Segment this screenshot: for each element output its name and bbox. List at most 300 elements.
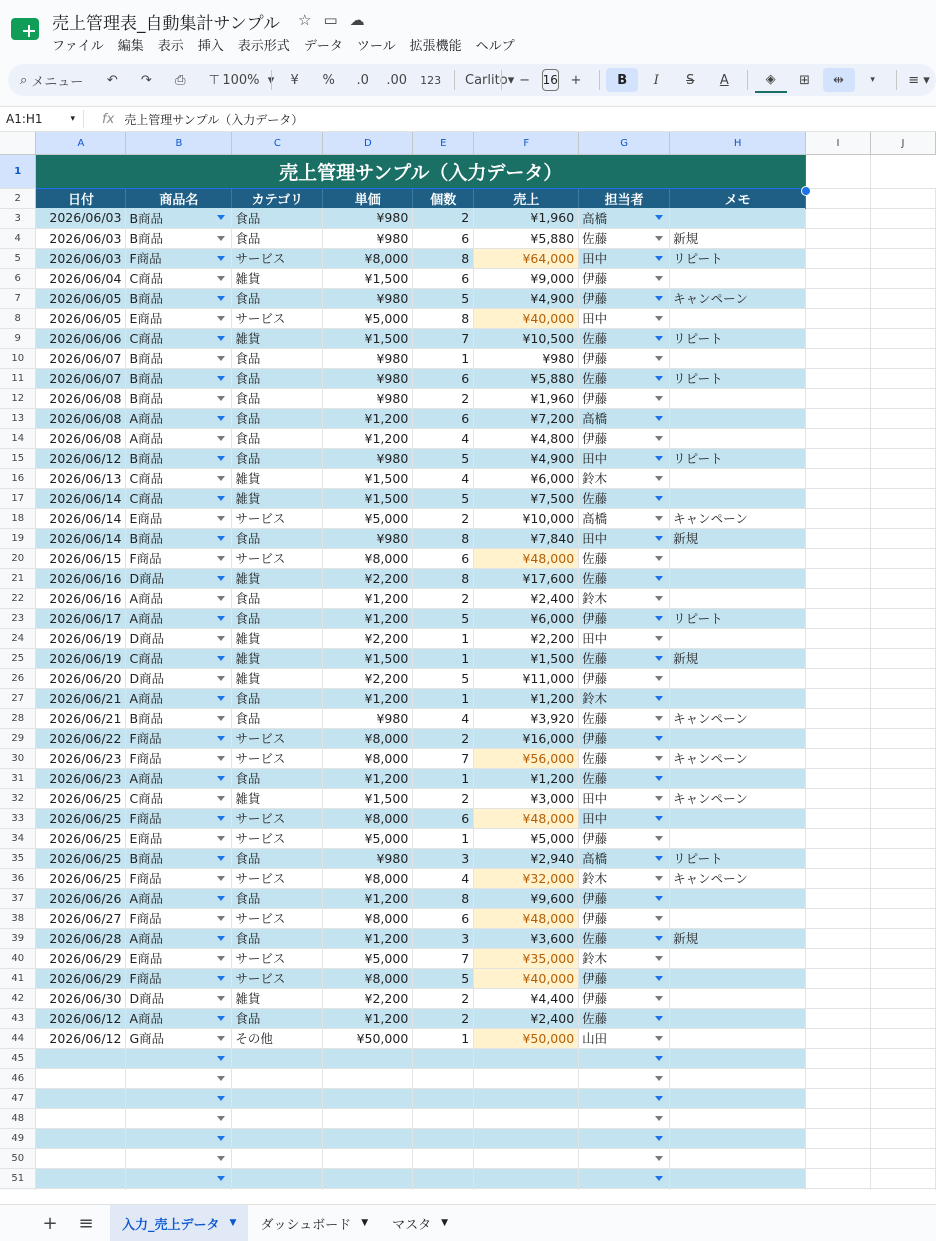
cell-日付[interactable]	[36, 348, 126, 368]
cell-売上[interactable]	[474, 588, 579, 608]
cell-売上[interactable]	[474, 908, 579, 928]
cell[interactable]	[806, 888, 871, 908]
add-sheet-button[interactable]: +	[42, 1212, 58, 1234]
cell[interactable]	[579, 1068, 670, 1088]
cell-担当者[interactable]	[579, 728, 670, 748]
cell-カテゴリ[interactable]	[232, 1008, 323, 1028]
dropdown-chevron-icon[interactable]	[655, 396, 663, 401]
cell-単価[interactable]	[323, 748, 413, 768]
cell-カテゴリ[interactable]	[232, 628, 323, 648]
dropdown-chevron-icon[interactable]	[655, 436, 663, 441]
cell-メモ[interactable]	[670, 1008, 806, 1028]
cell-商品名[interactable]	[126, 248, 232, 268]
cell[interactable]	[806, 928, 871, 948]
cell[interactable]	[579, 1088, 670, 1108]
cell[interactable]	[806, 189, 871, 209]
row-number[interactable]: 34	[0, 828, 36, 848]
cell-売上[interactable]	[474, 988, 579, 1008]
dropdown-chevron-icon[interactable]	[217, 256, 225, 261]
cell-メモ[interactable]	[670, 648, 806, 668]
cell[interactable]	[870, 308, 935, 328]
row-number[interactable]: 2	[0, 189, 36, 209]
cell-売上[interactable]	[474, 408, 579, 428]
cell-日付[interactable]	[36, 1028, 126, 1048]
cell-カテゴリ[interactable]	[232, 648, 323, 668]
cell[interactable]	[126, 1068, 232, 1088]
cell[interactable]	[126, 1088, 232, 1108]
cell[interactable]	[806, 1168, 871, 1188]
dropdown-chevron-icon[interactable]	[655, 936, 663, 941]
cell-売上[interactable]	[474, 248, 579, 268]
cell[interactable]	[806, 668, 871, 688]
print-icon[interactable]: ⎙	[175, 72, 186, 88]
cell-メモ[interactable]	[670, 968, 806, 988]
menu-search[interactable]	[14, 68, 89, 92]
decrease-font-size-icon[interactable]: −	[519, 72, 531, 88]
cell[interactable]	[806, 1108, 871, 1128]
cell-カテゴリ[interactable]	[232, 548, 323, 568]
cell-担当者[interactable]	[579, 428, 670, 448]
cell-カテゴリ[interactable]	[232, 208, 323, 228]
cell[interactable]	[323, 1068, 413, 1088]
cell-メモ[interactable]	[670, 808, 806, 828]
dropdown-chevron-icon[interactable]	[655, 296, 663, 301]
cell-カテゴリ[interactable]	[232, 968, 323, 988]
cell[interactable]	[870, 1128, 935, 1148]
cell-担当者[interactable]	[579, 768, 670, 788]
dropdown-chevron-icon[interactable]	[655, 516, 663, 521]
column-title-cell[interactable]: 日付	[36, 189, 126, 209]
cell-売上[interactable]	[474, 448, 579, 468]
cell-個数[interactable]	[413, 608, 474, 628]
cell-個数[interactable]	[413, 728, 474, 748]
cell-商品名[interactable]	[126, 828, 232, 848]
cell-カテゴリ[interactable]	[232, 668, 323, 688]
cell-担当者[interactable]	[579, 928, 670, 948]
document-title[interactable]: 売上管理表_自動集計サンプル	[52, 14, 280, 34]
cell-担当者[interactable]	[579, 808, 670, 828]
cell[interactable]	[323, 1148, 413, 1168]
cell-日付[interactable]	[36, 948, 126, 968]
cell-日付[interactable]	[36, 748, 126, 768]
dropdown-chevron-icon[interactable]	[655, 1116, 663, 1121]
dropdown-chevron-icon[interactable]	[655, 376, 663, 381]
dropdown-chevron-icon[interactable]	[655, 956, 663, 961]
cell-日付[interactable]	[36, 1008, 126, 1028]
undo-icon[interactable]: ↶	[106, 72, 118, 88]
cell-商品名[interactable]	[126, 208, 232, 228]
dropdown-chevron-icon[interactable]	[655, 1056, 663, 1061]
dropdown-chevron-icon[interactable]	[217, 976, 225, 981]
cell-単価[interactable]	[323, 788, 413, 808]
dropdown-chevron-icon[interactable]	[217, 236, 225, 241]
sheet-tab[interactable]	[110, 1205, 248, 1241]
dropdown-chevron-icon[interactable]	[655, 876, 663, 881]
row-number[interactable]: 18	[0, 508, 36, 528]
cell-日付[interactable]	[36, 668, 126, 688]
row-number[interactable]: 24	[0, 628, 36, 648]
cell-カテゴリ[interactable]	[232, 988, 323, 1008]
cell-カテゴリ[interactable]	[232, 388, 323, 408]
cell-売上[interactable]	[474, 208, 579, 228]
dropdown-chevron-icon[interactable]	[217, 776, 225, 781]
cell-担当者[interactable]	[579, 708, 670, 728]
cell-個数[interactable]	[413, 688, 474, 708]
cell[interactable]	[126, 1108, 232, 1128]
cell-カテゴリ[interactable]	[232, 608, 323, 628]
column-header-b[interactable]: B	[126, 132, 232, 155]
cell-商品名[interactable]	[126, 688, 232, 708]
row-number[interactable]: 6	[0, 268, 36, 288]
cell[interactable]	[870, 628, 935, 648]
cell-商品名[interactable]	[126, 428, 232, 448]
cell[interactable]	[806, 388, 871, 408]
cell-担当者[interactable]	[579, 568, 670, 588]
cell-単価[interactable]	[323, 368, 413, 388]
cell-日付[interactable]	[36, 268, 126, 288]
cell-日付[interactable]	[36, 988, 126, 1008]
cell[interactable]	[806, 1088, 871, 1108]
dropdown-chevron-icon[interactable]	[217, 296, 225, 301]
cell-売上[interactable]	[474, 768, 579, 788]
dropdown-chevron-icon[interactable]	[217, 1016, 225, 1021]
cell[interactable]	[232, 1128, 323, 1148]
cell[interactable]	[413, 1088, 474, 1108]
cell-売上[interactable]	[474, 268, 579, 288]
row-number[interactable]: 25	[0, 648, 36, 668]
cell-個数[interactable]	[413, 788, 474, 808]
cell-単価[interactable]	[323, 388, 413, 408]
menu-item[interactable]: 拡張機能	[409, 39, 462, 54]
dropdown-chevron-icon[interactable]	[655, 1036, 663, 1041]
sheet-tab[interactable]	[248, 1205, 380, 1241]
column-title-cell[interactable]: 商品名	[126, 189, 232, 209]
merge-cells-icon[interactable]: ⇹	[823, 68, 855, 92]
cell-カテゴリ[interactable]	[232, 488, 323, 508]
cell-商品名[interactable]	[126, 868, 232, 888]
cell-個数[interactable]	[413, 948, 474, 968]
cell-売上[interactable]	[474, 648, 579, 668]
dropdown-chevron-icon[interactable]	[217, 376, 225, 381]
cell-売上[interactable]	[474, 388, 579, 408]
cell-メモ[interactable]	[670, 468, 806, 488]
cell-カテゴリ[interactable]	[232, 348, 323, 368]
cell-カテゴリ[interactable]	[232, 268, 323, 288]
cell-カテゴリ[interactable]	[232, 508, 323, 528]
menu-item[interactable]: 表示形式	[237, 39, 290, 54]
cell[interactable]	[870, 468, 935, 488]
row-number[interactable]: 14	[0, 428, 36, 448]
cell-売上[interactable]	[474, 468, 579, 488]
cell-商品名[interactable]	[126, 588, 232, 608]
cell[interactable]	[806, 448, 871, 468]
cell-単価[interactable]	[323, 568, 413, 588]
dropdown-chevron-icon[interactable]	[655, 356, 663, 361]
cell[interactable]	[870, 728, 935, 748]
dropdown-chevron-icon[interactable]	[655, 996, 663, 1001]
cell-日付[interactable]	[36, 488, 126, 508]
cell-単価[interactable]	[323, 328, 413, 348]
dropdown-chevron-icon[interactable]	[655, 256, 663, 261]
row-number[interactable]: 35	[0, 848, 36, 868]
dropdown-chevron-icon[interactable]	[655, 836, 663, 841]
cell[interactable]	[870, 668, 935, 688]
column-title-cell[interactable]: カテゴリ	[232, 189, 323, 209]
cell-メモ[interactable]	[670, 448, 806, 468]
column-header-e[interactable]: E	[413, 132, 474, 155]
cell-商品名[interactable]	[126, 888, 232, 908]
cell[interactable]	[670, 1068, 806, 1088]
cell[interactable]	[870, 348, 935, 368]
row-number[interactable]: 19	[0, 528, 36, 548]
cell-日付[interactable]	[36, 848, 126, 868]
cell-個数[interactable]	[413, 428, 474, 448]
cell[interactable]	[323, 1088, 413, 1108]
cell-担当者[interactable]	[579, 448, 670, 468]
cell-単価[interactable]	[323, 868, 413, 888]
cell-日付[interactable]	[36, 928, 126, 948]
cell-売上[interactable]	[474, 948, 579, 968]
cell[interactable]	[870, 548, 935, 568]
cell-日付[interactable]	[36, 288, 126, 308]
cell-商品名[interactable]	[126, 568, 232, 588]
cell-商品名[interactable]	[126, 388, 232, 408]
cell-メモ[interactable]	[670, 748, 806, 768]
cell-個数[interactable]	[413, 968, 474, 988]
row-number[interactable]: 36	[0, 868, 36, 888]
column-title-cell[interactable]: 担当者	[579, 189, 670, 209]
dropdown-chevron-icon[interactable]	[655, 1176, 663, 1181]
cell-個数[interactable]	[413, 828, 474, 848]
cell-メモ[interactable]	[670, 228, 806, 248]
cell-メモ[interactable]	[670, 728, 806, 748]
cell[interactable]	[870, 1148, 935, 1168]
cell-日付[interactable]	[36, 308, 126, 328]
row-number[interactable]: 51	[0, 1168, 36, 1188]
dropdown-chevron-icon[interactable]	[217, 1136, 225, 1141]
cell-売上[interactable]	[474, 428, 579, 448]
cell-日付[interactable]	[36, 528, 126, 548]
row-number[interactable]: 4	[0, 228, 36, 248]
cell[interactable]	[413, 1148, 474, 1168]
cell-売上[interactable]	[474, 968, 579, 988]
cell[interactable]	[870, 848, 935, 868]
cell-担当者[interactable]	[579, 968, 670, 988]
dropdown-chevron-icon[interactable]	[655, 1156, 663, 1161]
cell-メモ[interactable]	[670, 428, 806, 448]
name-box[interactable]	[0, 110, 84, 128]
cell[interactable]	[806, 988, 871, 1008]
redo-icon[interactable]: ↷	[140, 72, 152, 88]
cell-単価[interactable]	[323, 988, 413, 1008]
cell[interactable]	[870, 1168, 935, 1188]
cell-カテゴリ[interactable]	[232, 728, 323, 748]
cell-カテゴリ[interactable]	[232, 688, 323, 708]
cell-単価[interactable]	[323, 828, 413, 848]
cell-商品名[interactable]	[126, 348, 232, 368]
merge-options-chevron-icon[interactable]: ▾	[870, 75, 875, 85]
cell-単価[interactable]	[323, 268, 413, 288]
cell-売上[interactable]	[474, 328, 579, 348]
currency-format-button[interactable]: ¥	[290, 72, 299, 88]
cell-担当者[interactable]	[579, 828, 670, 848]
menu-item[interactable]: ファイル	[52, 39, 104, 54]
cell-担当者[interactable]	[579, 1008, 670, 1028]
row-number[interactable]: 45	[0, 1048, 36, 1068]
cell-カテゴリ[interactable]	[232, 808, 323, 828]
cell-カテゴリ[interactable]	[232, 948, 323, 968]
cell[interactable]	[806, 708, 871, 728]
cell-単価[interactable]	[323, 908, 413, 928]
cell-売上[interactable]	[474, 708, 579, 728]
cell-日付[interactable]	[36, 828, 126, 848]
cell[interactable]	[474, 1108, 579, 1128]
cell-個数[interactable]	[413, 528, 474, 548]
cell[interactable]	[870, 928, 935, 948]
cell[interactable]	[870, 768, 935, 788]
cell-メモ[interactable]	[670, 528, 806, 548]
cell[interactable]	[232, 1168, 323, 1188]
row-number[interactable]: 16	[0, 468, 36, 488]
row-number[interactable]: 3	[0, 208, 36, 228]
selection-handle[interactable]	[801, 186, 811, 196]
cloud-status-icon[interactable]: ☁	[349, 11, 365, 29]
cell-個数[interactable]	[413, 628, 474, 648]
cell-単価[interactable]	[323, 628, 413, 648]
cell[interactable]	[36, 1048, 126, 1068]
menu-item[interactable]: データ	[303, 39, 343, 54]
cell-カテゴリ[interactable]	[232, 468, 323, 488]
cell-単価[interactable]	[323, 508, 413, 528]
cell-売上[interactable]	[474, 608, 579, 628]
cell[interactable]	[126, 1148, 232, 1168]
cell-日付[interactable]	[36, 808, 126, 828]
dropdown-chevron-icon[interactable]	[655, 236, 663, 241]
cell-担当者[interactable]	[579, 228, 670, 248]
cell-メモ[interactable]	[670, 888, 806, 908]
cell[interactable]	[870, 328, 935, 348]
cell[interactable]	[323, 1108, 413, 1128]
cell-担当者[interactable]	[579, 308, 670, 328]
cell-日付[interactable]	[36, 768, 126, 788]
dropdown-chevron-icon[interactable]	[655, 536, 663, 541]
cell[interactable]	[870, 1068, 935, 1088]
cell-商品名[interactable]	[126, 488, 232, 508]
cell-売上[interactable]	[474, 728, 579, 748]
cell-日付[interactable]	[36, 508, 126, 528]
dropdown-chevron-icon[interactable]	[217, 476, 225, 481]
cell[interactable]	[870, 408, 935, 428]
cell[interactable]	[870, 528, 935, 548]
cell-メモ[interactable]	[670, 368, 806, 388]
cell-単価[interactable]	[323, 668, 413, 688]
dropdown-chevron-icon[interactable]	[655, 696, 663, 701]
cell[interactable]	[806, 1148, 871, 1168]
dropdown-chevron-icon[interactable]	[217, 456, 225, 461]
dropdown-chevron-icon[interactable]	[217, 736, 225, 741]
cell[interactable]	[806, 968, 871, 988]
cell-商品名[interactable]	[126, 628, 232, 648]
cell[interactable]	[474, 1148, 579, 1168]
dropdown-chevron-icon[interactable]	[217, 516, 225, 521]
cell-単価[interactable]	[323, 648, 413, 668]
row-number[interactable]: 5	[0, 248, 36, 268]
cell-カテゴリ[interactable]	[232, 888, 323, 908]
cell-商品名[interactable]	[126, 988, 232, 1008]
cell-カテゴリ[interactable]	[232, 868, 323, 888]
horizontal-align-icon[interactable]: ≡ ▾	[908, 72, 930, 88]
cell[interactable]	[232, 1088, 323, 1108]
cell-単価[interactable]	[323, 588, 413, 608]
row-number[interactable]: 46	[0, 1068, 36, 1088]
dropdown-chevron-icon[interactable]	[217, 336, 225, 341]
cell-売上[interactable]	[474, 928, 579, 948]
cell[interactable]	[870, 268, 935, 288]
row-number[interactable]: 41	[0, 968, 36, 988]
cell[interactable]	[806, 308, 871, 328]
cell[interactable]	[232, 1048, 323, 1068]
cell[interactable]	[579, 1168, 670, 1188]
cell-個数[interactable]	[413, 868, 474, 888]
cell[interactable]	[36, 1128, 126, 1148]
cell-担当者[interactable]	[579, 608, 670, 628]
cell-カテゴリ[interactable]	[232, 228, 323, 248]
cell-商品名[interactable]	[126, 908, 232, 928]
cell-個数[interactable]	[413, 448, 474, 468]
cell[interactable]	[870, 1008, 935, 1028]
cell[interactable]	[36, 1068, 126, 1088]
dropdown-chevron-icon[interactable]	[217, 936, 225, 941]
cell-担当者[interactable]	[579, 1028, 670, 1048]
cell-日付[interactable]	[36, 628, 126, 648]
cell-売上[interactable]	[474, 488, 579, 508]
dropdown-chevron-icon[interactable]	[655, 596, 663, 601]
column-header-i[interactable]: I	[806, 132, 871, 155]
cell-商品名[interactable]	[126, 368, 232, 388]
cell[interactable]	[806, 848, 871, 868]
row-number[interactable]: 12	[0, 388, 36, 408]
row-number[interactable]: 31	[0, 768, 36, 788]
dropdown-chevron-icon[interactable]	[655, 576, 663, 581]
cell-単価[interactable]	[323, 428, 413, 448]
column-header-h[interactable]: H	[670, 132, 806, 155]
cell-個数[interactable]	[413, 508, 474, 528]
cell-商品名[interactable]	[126, 1028, 232, 1048]
cell-担当者[interactable]	[579, 588, 670, 608]
cell[interactable]	[323, 1048, 413, 1068]
cell-商品名[interactable]	[126, 808, 232, 828]
cell[interactable]	[670, 1108, 806, 1128]
cell-担当者[interactable]	[579, 488, 670, 508]
row-number[interactable]: 27	[0, 688, 36, 708]
cell-個数[interactable]	[413, 228, 474, 248]
cell[interactable]	[870, 568, 935, 588]
column-header-f[interactable]: F	[474, 132, 579, 155]
cell-商品名[interactable]	[126, 468, 232, 488]
cell-単価[interactable]	[323, 1008, 413, 1028]
row-number[interactable]: 26	[0, 668, 36, 688]
cell-単価[interactable]	[323, 1028, 413, 1048]
cell-売上[interactable]	[474, 668, 579, 688]
cell[interactable]	[870, 648, 935, 668]
cell[interactable]	[806, 508, 871, 528]
dropdown-chevron-icon[interactable]	[655, 896, 663, 901]
dropdown-chevron-icon[interactable]	[217, 536, 225, 541]
cell-メモ[interactable]	[670, 768, 806, 788]
cell-単価[interactable]	[323, 948, 413, 968]
column-header-a[interactable]: A	[36, 132, 126, 155]
dropdown-chevron-icon[interactable]	[655, 276, 663, 281]
